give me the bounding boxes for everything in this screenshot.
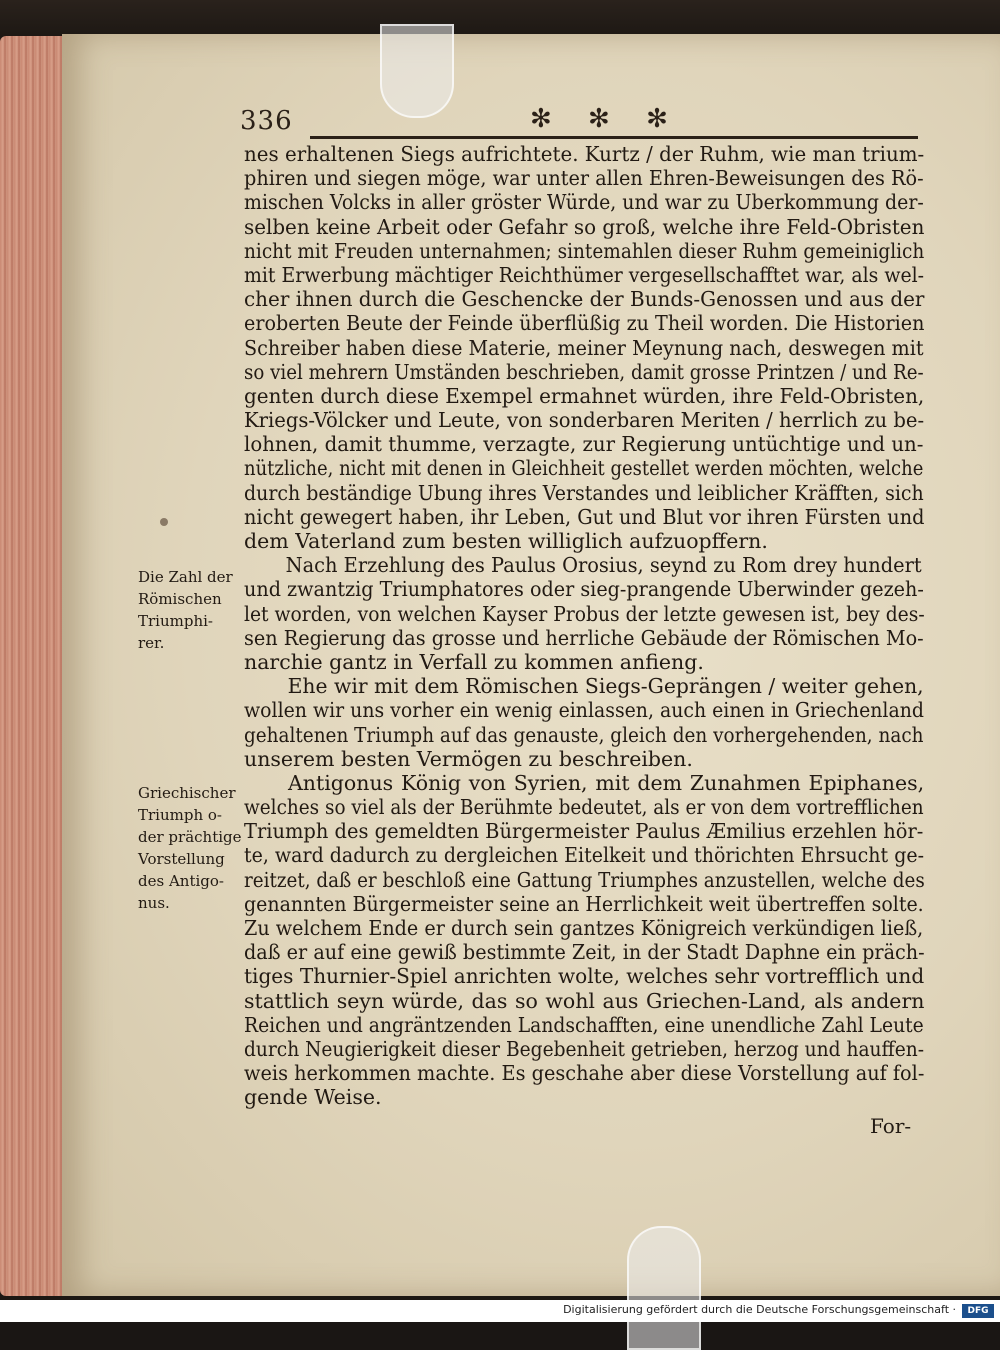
body-text <box>244 142 924 1110</box>
text-line: durch beständige Ubung ihres Verstandes und leiblicher Kräfften, sich <box>244 480 924 505</box>
text-line: unserem besten Vermögen zu beschreiben. <box>244 746 693 771</box>
text-line: mischen Volcks in aller gröster Würde, und war zu Uberkommung der- <box>244 190 924 215</box>
text-line: so viel mehrern Umständen beschrieben, damit grosse Printzen / und Re- <box>244 359 924 384</box>
footer-credit: Digitalisierung gefördert durch die Deutsche Forschungsgemeinschaft · <box>563 1303 956 1316</box>
marginal-note-roman-triumphs <box>138 566 242 654</box>
marginal-note-line: Griechischer <box>138 784 236 802</box>
text-line: nicht mit Freuden unternahmen; sintemahlen dieser Ruhm gemeiniglich <box>244 238 925 263</box>
marginal-note-line: Die Zahl der <box>138 568 233 586</box>
text-line: lohnen, damit thumme, verzagte, zur Regierung untüchtige und un- <box>244 432 924 457</box>
text-line: Zu welchem Ende er durch sein gantzes Königreich verkündigen ließ, <box>244 916 924 940</box>
text-line: genten durch diese Exempel ermahnet würden, ihre Feld-Obristen, <box>244 383 925 408</box>
text-line: Ehe wir mit dem Römischen Siegs-Geprängen / weiter gehen, <box>287 674 924 699</box>
marginal-note-line: Vorstellung <box>138 850 225 868</box>
text-line: welches so viel als der Berühmte bedeutet, als er von dem vortrefflichen <box>244 795 924 820</box>
page-header <box>240 104 920 140</box>
text-line: durch Neugierigkeit dieser Begebenheit getrieben, herzog und hauffen- <box>244 1036 925 1061</box>
text-line: let worden, von welchen Kayser Probus der letzte gewesen ist, bey des- <box>244 601 925 626</box>
text-line: daß er auf eine gewiß bestimmte Zeit, in der Stadt Daphne ein präch- <box>244 940 925 965</box>
text-line: stattlich seyn würde, das so wohl aus Griechen-Land, als andern <box>244 988 925 1013</box>
footer-bar <box>0 1300 1000 1322</box>
text-line: tiges Thurnier-Spiel anrichten wolte, welches sehr vortrefflich und <box>244 964 925 989</box>
marginal-note-line: nus. <box>138 894 170 912</box>
text-line: wollen wir uns vorher ein wenig einlassen, auch einen in Griechenland <box>244 698 924 723</box>
page-edge <box>0 36 70 1296</box>
text-line: und zwantzig Triumphatores oder sieg-prangende Uberwinder gezeh- <box>244 577 924 602</box>
marginal-note-line: Triumph o- <box>138 806 222 824</box>
text-line: nicht gewegert haben, ihr Leben, Gut und Blut vor ihren Fürsten und <box>244 504 925 529</box>
text-line: nes erhaltenen Siegs aufrichtete. Kurtz / der Ruhm, wie man trium- <box>244 142 925 166</box>
text-line: cher ihnen durch die Geschencke der Bunds-Genossen und aus der <box>244 287 925 312</box>
text-line: Reichen und angräntzenden Landschafften, eine unendliche Zahl Leute <box>244 1012 924 1037</box>
marginal-note-line: Römischen <box>138 590 222 608</box>
marginal-note-greek-triumph <box>138 782 242 914</box>
text-line: gehaltenen Triumph auf das genauste, gleich den vorhergehenden, nach <box>244 722 924 747</box>
text-line: nützliche, nicht mit denen in Gleichheit gestellet werden möchten, welche <box>244 456 924 481</box>
text-line: selben keine Arbeit oder Gefahr so groß, welche ihre Feld-Obristen <box>244 214 925 239</box>
text-line: mit Erwerbung mächtiger Reichthümer vergesellschafftet war, als wel- <box>244 262 925 287</box>
text-line: Nach Erzehlung des Paulus Orosius, seynd zu Rom drey hundert <box>285 553 922 578</box>
marginal-note-line: Triumphi- <box>138 612 213 630</box>
header-rule <box>310 136 918 139</box>
marginal-note-line: der prächtige <box>138 828 242 846</box>
dfg-logo: DFG <box>962 1304 994 1318</box>
page-number: 336 <box>240 106 293 136</box>
text-line: dem Vaterland zum besten williglich aufzuopffern. <box>244 529 768 553</box>
marginal-note-line: rer. <box>138 634 165 652</box>
text-line: weis herkommen machte. Es geschahe aber diese Vorstellung auf fol- <box>244 1061 925 1086</box>
text-line: te, ward dadurch zu dergleichen Eitelkeit und thörichten Ehrsucht ge- <box>244 843 925 868</box>
ink-spot <box>160 518 168 526</box>
header-ornament: ✻ ✻ ✻ <box>530 104 682 134</box>
text-line: Kriegs-Völcker und Leute, von sonderbaren Meriten / herrlich zu be- <box>244 408 925 433</box>
text-line: phiren und siegen möge, war unter allen Ehren-Beweisungen des Rö- <box>244 166 924 191</box>
text-line: Schreiber haben diese Materie, meiner Meynung nach, deswegen mit <box>244 335 924 360</box>
text-line: Antigonus König von Syrien, mit dem Zunahmen Epiphanes, <box>288 770 925 795</box>
text-line: narchie gantz in Verfall zu kommen anfieng. <box>244 649 704 674</box>
text-line: reitzet, daß er beschloß eine Gattung Triumphes anzustellen, welche des <box>244 867 925 892</box>
text-line: sen Regierung das grosse und herrliche Gebäude der Römischen Mo- <box>244 625 924 650</box>
text-line: Triumph des gemeldten Bürgermeister Paulus Æmilius erzehlen hör- <box>244 819 924 844</box>
marginal-note-line: des Antigo- <box>138 872 224 890</box>
text-line: eroberten Beute der Feinde überflüßig zu Theil worden. Die Historien <box>244 311 925 336</box>
catchword: For- <box>870 1114 912 1138</box>
text-line: gende Weise. <box>244 1085 382 1110</box>
book-clip-bottom <box>627 1226 701 1350</box>
text-line: genannten Bürgermeister seine an Herrlichkeit weit übertreffen solte. <box>244 891 924 916</box>
